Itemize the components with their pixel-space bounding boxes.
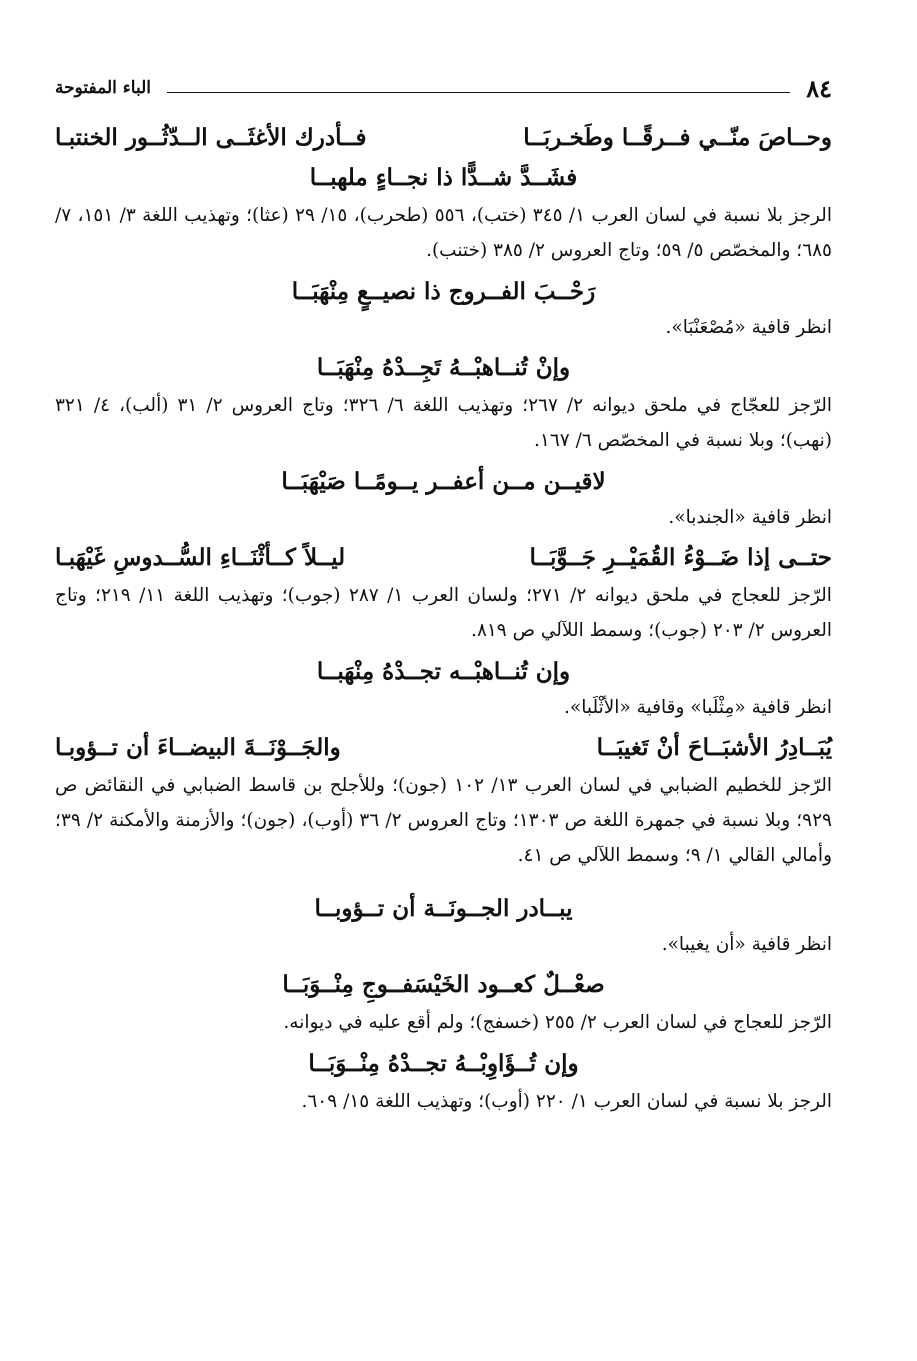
verse-hemistich-right: يُبَــادِرُ الأشبَــاحَ أنْ تَغيبَــا bbox=[596, 734, 832, 761]
page-number: ٨٤ bbox=[806, 73, 832, 103]
verse-line bbox=[55, 538, 832, 578]
cross-reference: انظر قافية «الجندبا». bbox=[668, 507, 832, 528]
running-header bbox=[55, 72, 832, 104]
section-title: الباء المفتوحة bbox=[55, 78, 151, 98]
citation-text: الرّجز للعجاج في لسان العرب ٢/ ٢٥٥ (خسفج)؛ ولم أقع عليه في ديوانه. bbox=[283, 1012, 832, 1033]
header-rule bbox=[167, 92, 790, 93]
verse-line bbox=[55, 118, 832, 158]
verse-line: وإنْ تُنــاهبْــهُ تَجِــدْهُ مِنْهَبَــا bbox=[316, 354, 571, 381]
citation-text: الرجز بلا نسبة في لسان العرب ١/ ٢٢٠ (أوب)؛ وتهذيب اللغة ١٥/ ٦٠٩. bbox=[301, 1091, 832, 1112]
verse-line: وإن تُنــاهبْــه تجــدْهُ مِنْهَبــا bbox=[316, 658, 571, 685]
verse-hemistich-left: ليــلاً كــأثْنَــاءِ السُّــدوسِ غَيْهَبـا bbox=[55, 544, 346, 571]
cross-reference: انظر قافية «مِثْلَبا» وقافية «الأثْلَبا». bbox=[564, 697, 832, 718]
citation-text: الرجز بلا نسبة في لسان العرب ١/ ٣٤٥ (ختب)، ٥٥٦ (طحرب)، ١٥/ ٢٩ (عثا)؛ وتهذيب اللغة ٣/ ١٥١، ٧/ ٦٨٥؛ والمخصّص ٥/ ٥٩؛ وتاج العروس ٢/ ٣٨٥ (ختنب). bbox=[55, 205, 832, 261]
verse-hemistich-right: وحــاصَ منّــي فــرقًــا وطَخـربَــا bbox=[523, 124, 832, 151]
citation-text: الرّجز للخطيم الضبابي في لسان العرب ١٣/ ١٠٢ (جون)؛ وللأجلح بن قاسط الضبابي في النقائض ص ٩٢٩؛ وبلا نسبة في جمهرة اللغة ص ١٣٠٣؛ وتاج العروس ٢/ ٣٦ (أوب)، (جون)؛ والأزمنة والأمكنة ٢/ ٣٩؛ وأمالي القالي ١/ ٩؛ وسمط اللآلي ص ٤١. bbox=[55, 775, 832, 866]
verse-line: يبــادر الجــونَــة أن تــؤوبــا bbox=[314, 895, 573, 922]
verse-hemistich-left: فــأدرك الأغثَــى الــدّثُــور الخنتبـا bbox=[55, 124, 367, 151]
verse-hemistich-left: والجَــوْنَــةَ البيضــاءَ أن تــؤوبـا bbox=[55, 734, 341, 761]
verse-line bbox=[55, 728, 832, 768]
verse-line: وإن تُــؤَاوِبْــهُ تجــدْهُ مِنْــوَبَــا bbox=[308, 1050, 579, 1077]
verse-line: رَحْــبَ الفــروج ذا نصيــعٍ مِنْهَبَــا bbox=[291, 278, 596, 305]
verse-line: لاقيــن مــن أعفــر يــومًــا صَيْهَبَــا bbox=[281, 468, 606, 495]
verse-line: صعْــلٌ كعــود الخَيْسَفــوجِ مِنْــوَبَــا bbox=[282, 971, 605, 998]
verse-line: فشَــدَّ شــدًّا ذا نجــاءٍ ملهبــا bbox=[309, 164, 578, 191]
cross-reference: انظر قافية «أن يغيبا». bbox=[661, 934, 832, 955]
page-body bbox=[55, 118, 832, 1123]
verse-hemistich-right: حتــى إذا ضَــوْءُ القُمَيْــرِ جَــوَّبَــا bbox=[529, 544, 832, 571]
citation-text: الرّجز للعجّاج في ملحق ديوانه ٢/ ٢٦٧؛ وتهذيب اللغة ٦/ ٣٢٦؛ وتاج العروس ٢/ ٣١ (ألب)، ٤/ ٣٢١ (نهب)؛ وبلا نسبة في المخصّص ٦/ ١٦٧. bbox=[55, 395, 832, 451]
citation-text: الرّجز للعجاج في ملحق ديوانه ٢/ ٢٧١؛ ولسان العرب ١/ ٢٨٧ (جوب)؛ وتهذيب اللغة ١١/ ٢١٩؛ وتاج العروس ٢/ ٢٠٣ (جوب)؛ وسمط اللآلي ص ٨١٩. bbox=[55, 585, 832, 641]
cross-reference: انظر قافية «مُصْعَنْبَا». bbox=[665, 317, 832, 338]
